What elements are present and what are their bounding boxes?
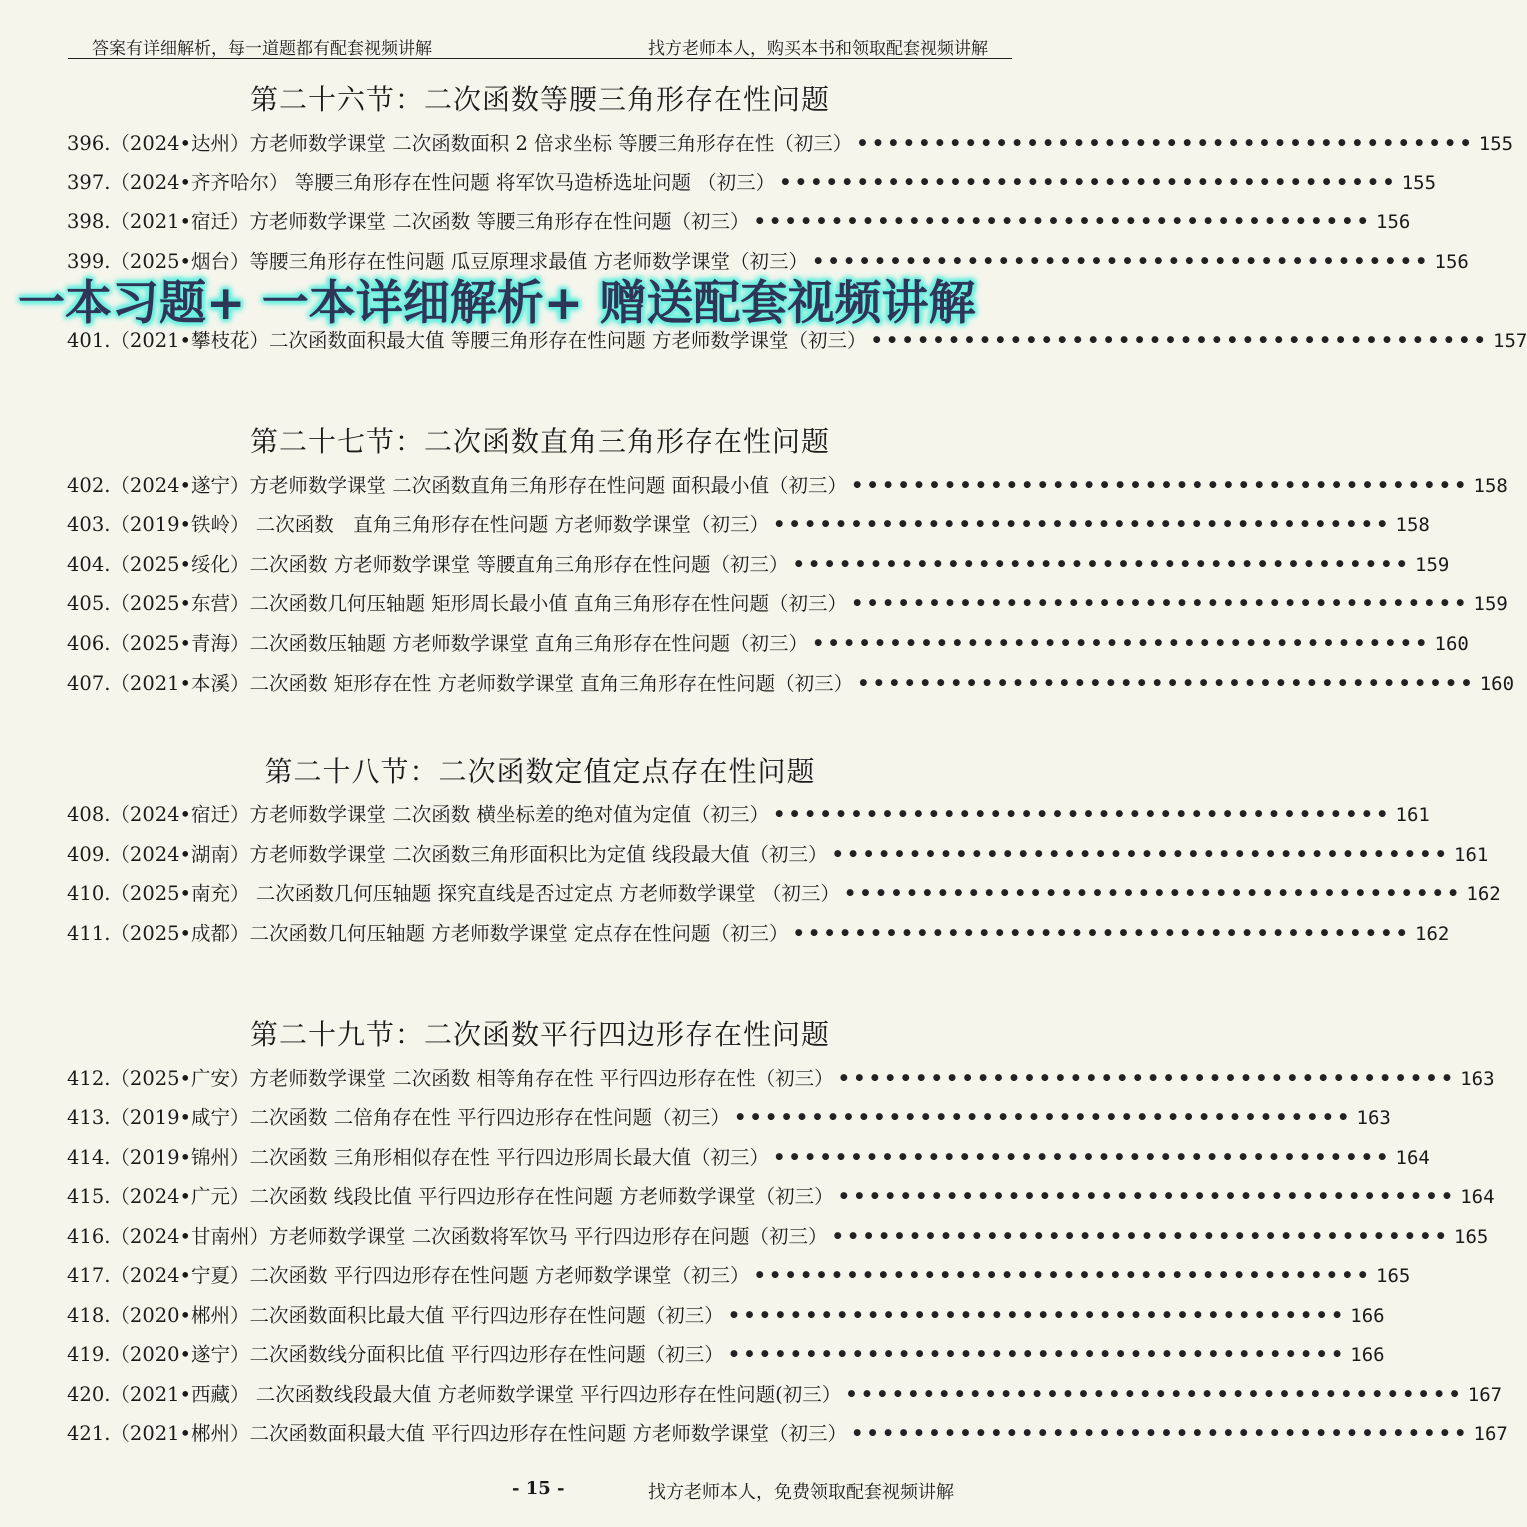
entry-text: 421.（2021•郴州）二次函数面积最大值 平行四边形存在性问题 方老师数学课堂（初三） (67, 1422, 847, 1445)
toc-entry[interactable] (67, 589, 1508, 619)
section-title: 第二十七节：二次函数直角三角形存在性问题 (249, 425, 830, 458)
toc-entry[interactable] (67, 629, 1469, 659)
entry-page: 158 (1473, 475, 1508, 497)
dot-leader: •••••••••••••••••••••••••••••••••••••••• (831, 1225, 1450, 1248)
dot-leader: •••••••••••••••••••••••••••••••••••••••• (753, 1264, 1372, 1287)
dot-leader: •••••••••••••••••••••••••••••••••••••••• (727, 1343, 1347, 1366)
dot-leader: •••••••••••••••••••••••••••••••••••••••• (850, 1422, 1470, 1445)
entry-page: 159 (1415, 554, 1450, 576)
dot-leader: •••••••••••••••••••••••••••••••••••••••• (843, 882, 1463, 905)
toc-entry[interactable] (67, 840, 1489, 870)
entry-page: 161 (1395, 804, 1430, 826)
entry-text: 403.（2019•铁岭） 二次函数 直角三角形存在性问题 方老师数学课堂（初三） (67, 513, 769, 536)
section-title: 第二十九节：二次函数平行四边形存在性问题 (249, 1018, 830, 1051)
header-left-note: 答案有详细解析，每一道题都有配套视频讲解 (92, 39, 432, 59)
entry-text: 397.（2024•齐齐哈尔） 等腰三角形存在性问题 将军饮马造桥选址问题 （初三） (67, 171, 776, 194)
toc-entry[interactable] (67, 1143, 1430, 1173)
entry-text: 412.（2025•广安）方老师数学课堂 二次函数 相等角存在性 平行四边形存在性（初三） (67, 1067, 834, 1090)
section-title: 第二十八节：二次函数定值定点存在性问题 (264, 755, 816, 788)
entry-text: 405.（2025•东营）二次函数几何压轴题 矩形周长最小值 直角三角形存在性问题（初三） (67, 592, 847, 615)
entry-text: 413.（2019•咸宁）二次函数 二倍角存在性 平行四边形存在性问题（初三） (67, 1106, 730, 1129)
toc-entry[interactable] (67, 1103, 1391, 1133)
toc-entry[interactable] (67, 550, 1450, 580)
entry-text: 417.（2024•宁夏）二次函数 平行四边形存在性问题 方老师数学课堂（初三） (67, 1264, 750, 1287)
dot-leader: •••••••••••••••••••••••••••••••••••••••• (837, 1185, 1457, 1208)
header-right-note: 找方老师本人，购买本书和领取配套视频讲解 (648, 39, 988, 59)
entry-page: 166 (1350, 1305, 1385, 1327)
entry-page: 162 (1415, 923, 1450, 945)
entry-text: 410.（2025•南充） 二次函数几何压轴题 探究直线是否过定点 方老师数学课堂 （初三） (67, 882, 840, 905)
entry-text: 418.（2020•郴州）二次函数面积比最大值 平行四边形存在性问题（初三） (67, 1304, 724, 1327)
entry-text: 401.（2021•攀枝花）二次函数面积最大值 等腰三角形存在性问题 方老师数学课堂（初三） (67, 329, 867, 352)
entry-page: 163 (1356, 1107, 1391, 1129)
toc-entry[interactable] (67, 1301, 1385, 1331)
page-number: - 15 - (512, 1478, 565, 1499)
entry-page: 160 (1434, 633, 1469, 655)
entry-page: 155 (1401, 172, 1437, 194)
entry-text: 404.（2025•绥化）二次函数 方老师数学课堂 等腰直角三角形存在性问题（初三） (67, 553, 789, 576)
dot-leader: •••••••••••••••••••••••••••••••••••••••• (772, 803, 1392, 826)
dot-leader: •••••••••••••••••••••••••••••••••••••••• (772, 1146, 1392, 1169)
dot-leader: •••••••••••••••••••••••••••••••••••••••• (753, 210, 1372, 233)
entry-page: 164 (1395, 1147, 1430, 1169)
entry-page: 167 (1473, 1423, 1508, 1445)
entry-page: 165 (1454, 1226, 1489, 1248)
toc-entry[interactable] (67, 1222, 1489, 1252)
entry-text: 399.（2025•烟台）等腰三角形存在性问题 瓜豆原理求最值 方老师数学课堂（初三） (67, 250, 808, 273)
dot-leader: •••••••••••••••••••••••••••••••••••••••• (811, 632, 1431, 655)
entry-text: 409.（2024•湖南）方老师数学课堂 二次函数三角形面积比为定值 线段最大值（初三） (67, 843, 828, 866)
entry-text: 415.（2024•广元）二次函数 线段比值 平行四边形存在性问题 方老师数学课堂（初三） (67, 1185, 834, 1208)
entry-page: 155 (1478, 133, 1514, 155)
dot-leader: •••••••••••••••••••••••••••••••••••••••• (811, 250, 1431, 273)
toc-entry[interactable] (67, 471, 1508, 501)
entry-page: 161 (1454, 844, 1489, 866)
toc-entry[interactable] (67, 919, 1450, 949)
dot-leader: •••••••••••••••••••••••••••••••••••••••• (857, 672, 1476, 695)
entry-page: 156 (1434, 251, 1469, 273)
entry-text: 411.（2025•成都）二次函数几何压轴题 方老师数学课堂 定点存在性问题（初三） (67, 922, 789, 945)
toc-entry[interactable] (67, 1419, 1508, 1449)
dot-leader: •••••••••••••••••••••••••••••••••••••••• (850, 592, 1470, 615)
dot-leader: •••••••••••••••••••••••••••••••••••••••• (772, 513, 1392, 536)
toc-entry[interactable] (67, 1064, 1495, 1094)
dot-leader: •••••••••••••••••••••••••••••••••••••••• (856, 132, 1475, 155)
dot-leader: •••••••••••••••••••••••••••••••••••••••• (792, 922, 1411, 945)
entry-page: 167 (1467, 1384, 1503, 1406)
entry-text: 419.（2020•遂宁）二次函数线分面积比值 平行四边形存在性问题（初三） (67, 1343, 724, 1366)
entry-text: 414.（2019•锦州）二次函数 三角形相似存在性 平行四边形周长最大值（初三） (67, 1146, 769, 1169)
entry-text: 396.（2024•达州）方老师数学课堂 二次函数面积 2 倍求坐标 等腰三角形存在性（初三） (67, 132, 853, 155)
entry-page: 164 (1460, 1186, 1495, 1208)
toc-entry[interactable] (67, 129, 1514, 159)
dot-leader: •••••••••••••••••••••••••••••••••••••••• (779, 171, 1398, 194)
toc-entry[interactable] (67, 669, 1515, 699)
page-header (68, 30, 1012, 59)
entry-page: 156 (1376, 211, 1411, 233)
entry-text: 420.（2021•西藏） 二次函数线段最大值 方老师数学课堂 平行四边形存在性问题(初三） (67, 1383, 842, 1406)
section-title: 第二十六节：二次函数等腰三角形存在性问题 (249, 83, 830, 116)
entry-page: 163 (1460, 1068, 1495, 1090)
page-footer (0, 1474, 1080, 1504)
entry-text: 408.（2024•宿迁）方老师数学课堂 二次函数 横坐标差的绝对值为定值（初三） (67, 803, 769, 826)
footer-note: 找方老师本人，免费领取配套视频讲解 (648, 1482, 954, 1503)
toc-entry[interactable] (67, 1182, 1495, 1212)
dot-leader: •••••••••••••••••••••••••••••••••••••••• (850, 474, 1470, 497)
entry-text: 398.（2021•宿迁）方老师数学课堂 二次函数 等腰三角形存在性问题（初三） (67, 210, 750, 233)
toc-entry[interactable] (67, 1340, 1385, 1370)
dot-leader: •••••••••••••••••••••••••••••••••••••••• (831, 843, 1450, 866)
dot-leader: •••••••••••••••••••••••••••••••••••••••• (870, 329, 1489, 352)
entry-page: 162 (1466, 883, 1501, 905)
dot-leader: •••••••••••••••••••••••••••••••••••••••• (727, 1304, 1347, 1327)
toc-entry[interactable] (67, 510, 1430, 540)
entry-text: 416.（2024•甘南州）方老师数学课堂 二次函数将军饮马 平行四边形存在问题（初三） (67, 1225, 828, 1248)
toc-entry[interactable] (67, 879, 1501, 909)
toc-entry[interactable] (67, 1261, 1411, 1291)
dot-leader: •••••••••••••••••••••••••••••••••••••••• (792, 553, 1411, 576)
entry-page: 160 (1479, 673, 1515, 695)
entry-page: 166 (1350, 1344, 1385, 1366)
entry-text: 406.（2025•青海）二次函数压轴题 方老师数学课堂 直角三角形存在性问题（初三） (67, 632, 808, 655)
toc-entry[interactable] (67, 207, 1411, 237)
promo-banner: 一本习题+ 一本详细解析+ 赠送配套视频讲解 (18, 276, 976, 331)
toc-entry[interactable] (67, 168, 1437, 198)
toc-entry[interactable] (67, 1380, 1503, 1410)
entry-page: 159 (1473, 593, 1508, 615)
dot-leader: •••••••••••••••••••••••••••••••••••••••• (837, 1067, 1457, 1090)
entry-text: 402.（2024•遂宁）方老师数学课堂 二次函数直角三角形存在性问题 面积最小值（初三） (67, 474, 847, 497)
toc-entry[interactable] (67, 800, 1430, 830)
dot-leader: •••••••••••••••••••••••••••••••••••••••• (733, 1106, 1353, 1129)
dot-leader: •••••••••••••••••••••••••••••••••••••••• (845, 1383, 1464, 1406)
entry-page: 165 (1376, 1265, 1411, 1287)
entry-page: 158 (1395, 514, 1430, 536)
entry-text: 407.（2021•本溪）二次函数 矩形存在性 方老师数学课堂 直角三角形存在性问题（初三） (67, 672, 854, 695)
entry-page: 157 (1493, 330, 1527, 352)
